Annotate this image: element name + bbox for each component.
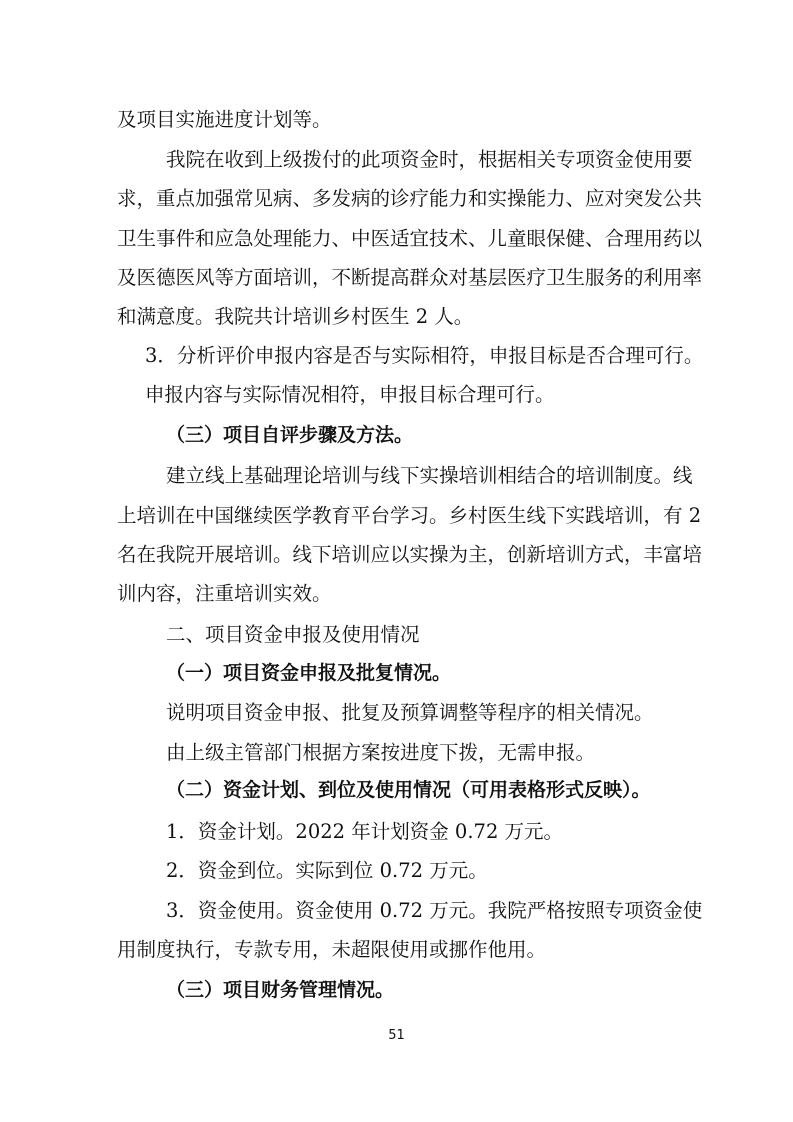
paragraph-line: 由上级主管部门根据方案按进度下拨，无需申报。 xyxy=(166,741,596,764)
paragraph-line: 卫生事件和应急处理能力、中医适宜技术、儿童眼保健、合理用药以 xyxy=(117,227,703,250)
paragraph-line: 说明项目资金申报、批复及预算调整等程序的相关情况。 xyxy=(166,701,654,724)
numbered-item: 3．资金使用。资金使用 0.72 万元。我院严格按照专项资金使 xyxy=(166,899,703,922)
paragraph-line: 上培训在中国继续医学教育平台学习。乡村医生线下实践培训，有 2 xyxy=(117,504,702,527)
paragraph-line: 名在我院开展培训。线下培训应以实操为主，创新培训方式，丰富培 xyxy=(117,543,703,566)
paragraph-line: 申报内容与实际情况相符，申报目标合理可行。 xyxy=(145,383,555,406)
paragraph-line: 及医德医风等方面培训，不断提高群众对基层医疗卫生服务的利用率 xyxy=(117,266,703,289)
paragraph-line: 求，重点加强常见病、多发病的诊疗能力和实操能力、应对突发公共 xyxy=(117,187,703,210)
section-heading: （三）项目财务管理情况。 xyxy=(166,979,395,1001)
section-heading: （二）资金计划、到位及使用情况（可用表格形式反映）。 xyxy=(166,779,651,801)
paragraph-line: 建立线上基础理论培训与线下实操培训相结合的培训制度。线 xyxy=(166,464,693,487)
paragraph-line: 用制度执行，专款专用，未超限使用或挪作他用。 xyxy=(117,938,547,961)
section-heading: （三）项目自评步骤及方法。 xyxy=(166,424,414,446)
paragraph-line: 和满意度。我院共计培训乡村医生 2 人。 xyxy=(117,305,474,328)
section-heading: （一）项目资金申报及批复情况。 xyxy=(166,662,452,684)
paragraph-line: 训内容，注重培训实效。 xyxy=(117,582,332,605)
numbered-item: 2．资金到位。实际到位 0.72 万元。 xyxy=(166,859,488,882)
text-line: 及项目实施进度计划等。 xyxy=(117,108,332,131)
page-number: 51 xyxy=(388,1028,405,1043)
chapter-heading: 二、项目资金申报及使用情况 xyxy=(166,623,420,646)
paragraph-line: 我院在收到上级拨付的此项资金时，根据相关专项资金使用要 xyxy=(166,148,693,171)
numbered-item: 1．资金计划。2022 年计划资金 0.72 万元。 xyxy=(166,820,564,843)
numbered-item: 3．分析评价申报内容是否与实际相符，申报目标是否合理可行。 xyxy=(145,344,704,367)
